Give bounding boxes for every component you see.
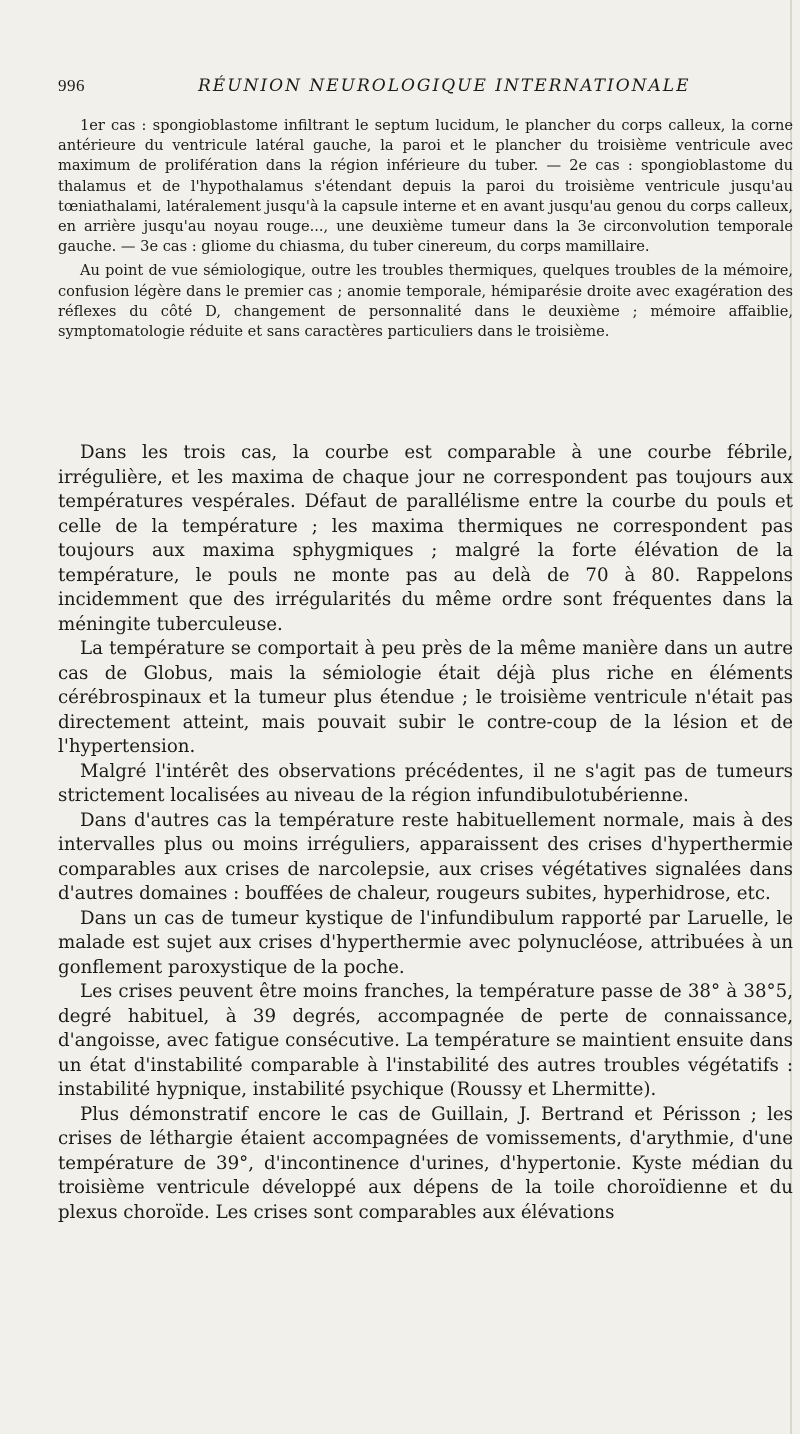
page-number: 996 — [58, 76, 85, 95]
body-paragraph: La température se comportait à peu près de la même manière dans un autre cas de Globus, mais la sémiologie était déjà plus riche en éléments cérébrospinaux et la tumeur plus étendue ; le troisième ventricule n'était pas directement atteint, mais pouvait subir le contre-coup de la lésion et de l'hypertension. — [58, 638, 793, 757]
main-text-block — [58, 441, 793, 1225]
body-paragraph: Dans un cas de tumeur kystique de l'infundibulum rapporté par Laruelle, le malade est sujet aux crises d'hyperthermie avec polynucléose, attribuées à un gonflement paroxystique de la poche. — [58, 907, 793, 978]
case-summary-paragraph: 1er cas : spongioblastome infiltrant le septum lucidum, le plancher du corps calleux, la corne antérieure du ventricule latéral gauche, la paroi et le plancher du troisième ventricule avec maximum de prolifération dans la région inférieure du tuber. — 2e cas : spongioblastome du thalamus et de l'hypothalamus s'étendant depuis la paroi du troisième ventricule jusqu'au tœniathalami, latéralement jusqu'à la capsule interne et en avant jusqu'au genou du corps calleux, en arrière jusqu'au noyau rouge..., une deuxième tumeur dans la 3e circonvolution temporale gauche. — 3e cas : gliome du chiasma, du tuber cinereum, du corps mamillaire. — [58, 117, 793, 256]
semiology-paragraph: Au point de vue sémiologique, outre les troubles thermiques, quelques troubles de la mémoire, confusion légère dans le premier cas ; anomie temporale, hémiparésie droite avec exagération des réflexes du côté D, changement de personnalité dans le deuxième ; mémoire affaiblie, symptomatologie réduite et sans caractères particuliers dans le troisième. — [58, 262, 793, 341]
running-header — [58, 76, 780, 102]
running-title: RÉUNION NEUROLOGIQUE INTERNATIONALE — [198, 76, 691, 96]
body-paragraph: Les crises peuvent être moins franches, la température passe de 38° à 38°5, degré habituel, à 39 degrés, accompagnée de perte de connaissance, d'angoisse, avec fatigue consécutive. La température se maintient ensuite dans un état d'instabilité comparable à l'instabilité des autres troubles végétatifs : instabilité hypnique, instabilité psychique (Roussy et Lhermitte). — [58, 981, 793, 1100]
body-paragraph: Plus démonstratif encore le cas de Guillain, J. Bertrand et Périsson ; les crises de léthargie étaient accompagnées de vomissements, d'arythmie, d'une température de 39°, d'incontinence d'urines, d'hypertonie. Kyste médian du troisième ventricule développé aux dépens de la toile choroïdienne et du plexus choroïde. Les crises sont comparables aux élévations — [58, 1103, 793, 1223]
case-summary-block — [58, 116, 793, 342]
body-paragraph: Dans d'autres cas la température reste habituellement normale, mais à des intervalles plus ou moins irréguliers, apparaissent des crises d'hyperthermie comparables aux crises de narcolepsie, aux crises végétatives signalées dans d'autres domaines : bouffées de chaleur, rougeurs subites, hyperhidrose, etc. — [58, 809, 793, 904]
body-paragraph: Dans les trois cas, la courbe est comparable à une courbe fébrile, irrégulière, et les maxima de chaque jour ne correspondent pas toujours aux températures vespérales. Défaut de parallélisme entre la courbe du pouls et celle de la température ; les maxima thermiques ne correspondent pas toujours aux maxima sphygmiques ; malgré la forte élévation de la température, le pouls ne monte pas au delà de 70 à 80. Rappelons incidemment que des irrégularités du même ordre sont fréquentes dans la méningite tuberculeuse. — [58, 442, 793, 635]
body-paragraph: Malgré l'intérêt des observations précédentes, il ne s'agit pas de tumeurs strictement localisées au niveau de la région infundibulotubérienne. — [58, 760, 793, 806]
